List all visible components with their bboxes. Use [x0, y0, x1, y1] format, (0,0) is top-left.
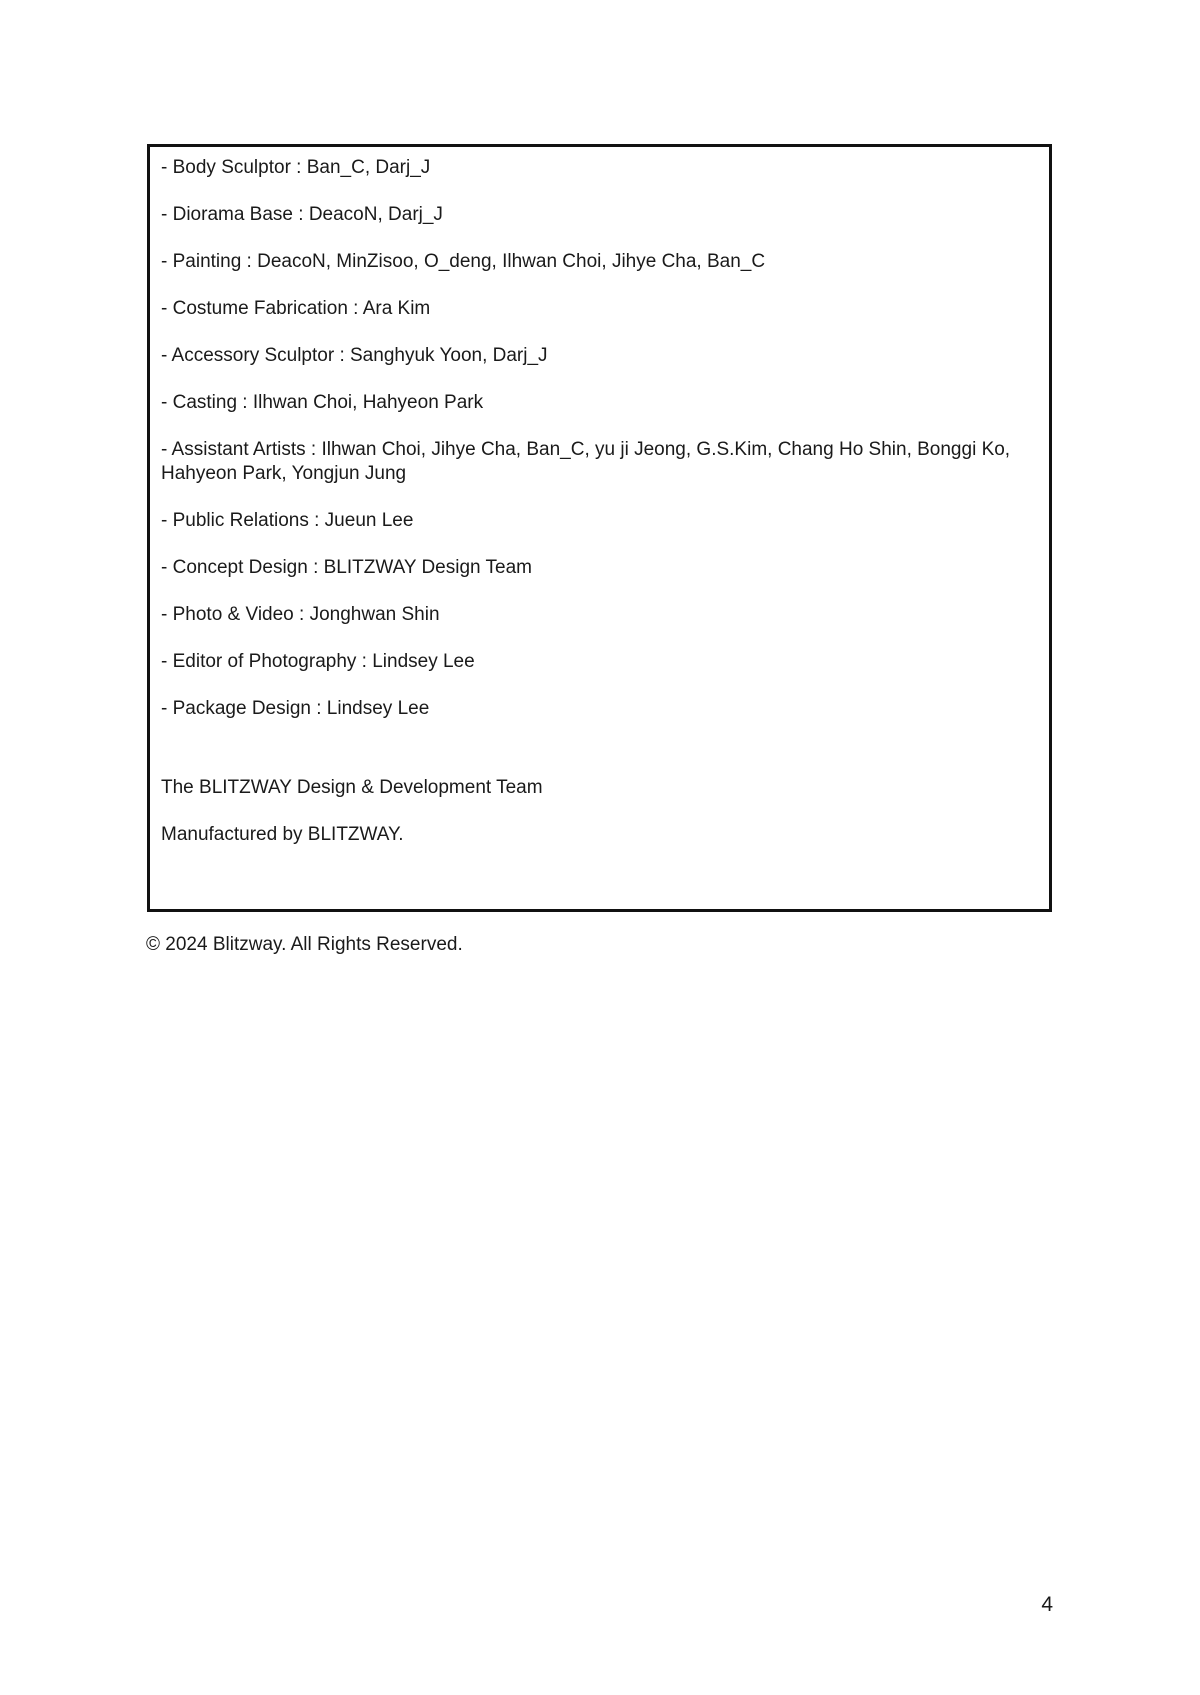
credit-line-diorama-base: - Diorama Base : DeacoN, Darj_J	[161, 204, 443, 225]
page-number: 4	[1041, 1593, 1053, 1616]
design-team-line: The BLITZWAY Design & Development Team	[161, 777, 543, 798]
credit-line-body-sculptor: - Body Sculptor : Ban_C, Darj_J	[161, 157, 431, 178]
credit-line-package-design: - Package Design : Lindsey Lee	[161, 698, 430, 719]
credit-line-assistant-artists: - Assistant Artists : Ilhwan Choi, Jihye Cha, Ban_C, yu ji Jeong, G.S.Kim, Chang Ho Shin, Bonggi Ko, Hahyeon Park, Yongjun Jung	[161, 439, 1011, 484]
credits-box	[147, 144, 1052, 912]
copyright-notice: © 2024 Blitzway. All Rights Reserved.	[146, 934, 463, 955]
manufactured-line: Manufactured by BLITZWAY.	[161, 824, 404, 845]
credit-line-painting: - Painting : DeacoN, MinZisoo, O_deng, Ilhwan Choi, Jihye Cha, Ban_C	[161, 251, 766, 272]
credit-line-photo-video: - Photo & Video : Jonghwan Shin	[161, 604, 440, 625]
credit-line-accessory-sculptor: - Accessory Sculptor : Sanghyuk Yoon, Darj_J	[161, 345, 548, 366]
credit-line-concept-design: - Concept Design : BLITZWAY Design Team	[161, 557, 533, 578]
credit-line-editor-photography: - Editor of Photography : Lindsey Lee	[161, 651, 475, 672]
credit-line-public-relations: - Public Relations : Jueun Lee	[161, 510, 414, 531]
credit-line-costume-fabrication: - Costume Fabrication : Ara Kim	[161, 298, 431, 319]
credit-line-casting: - Casting : Ilhwan Choi, Hahyeon Park	[161, 392, 484, 413]
